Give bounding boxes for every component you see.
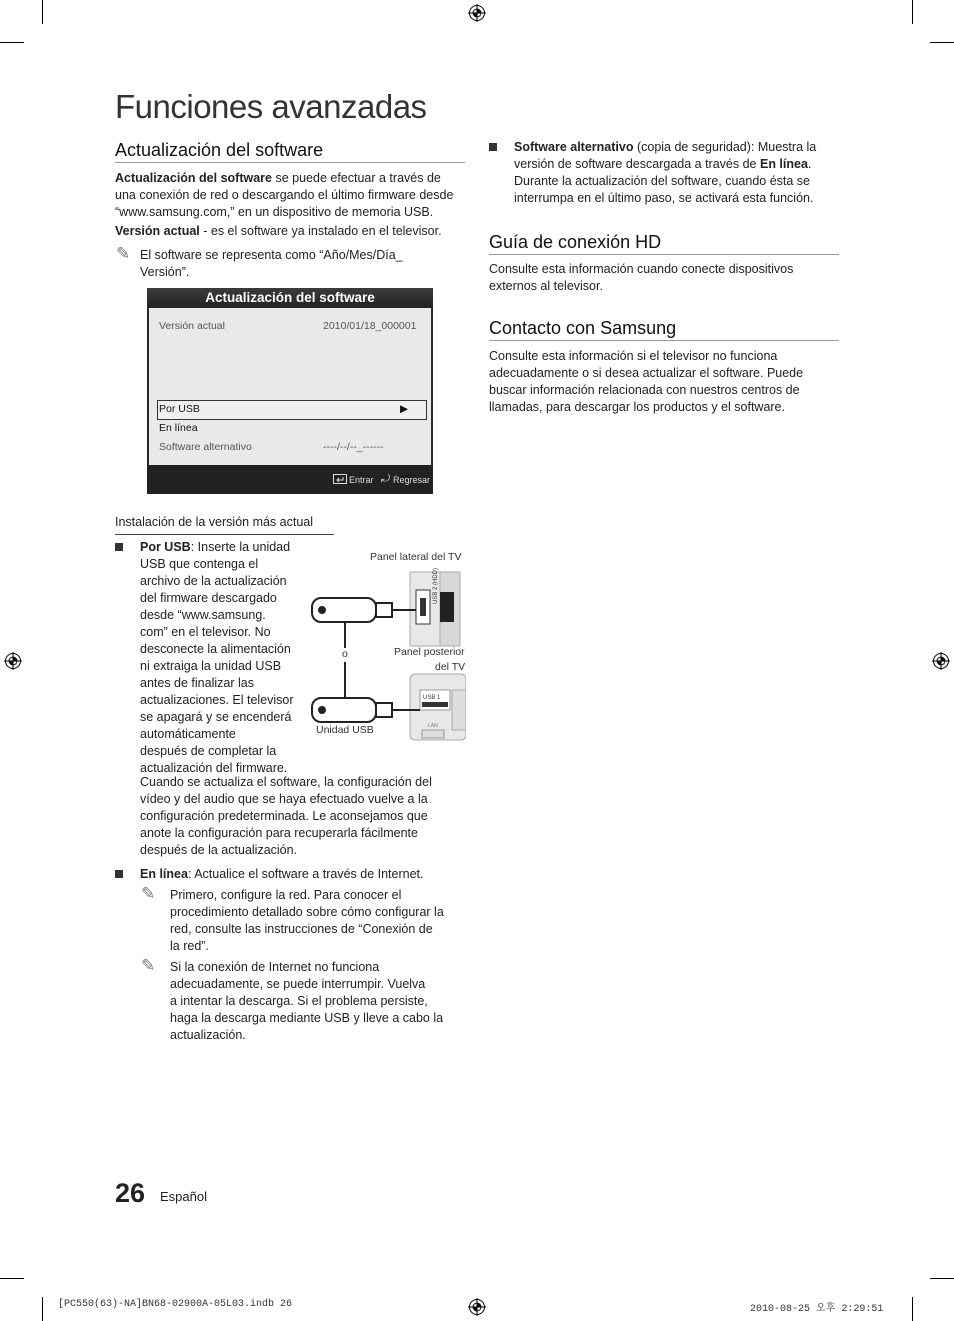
alt-line: interrumpa en el último paso, se activará esta función. [514, 191, 814, 205]
section-rule [489, 340, 839, 341]
current-version-bold: Versión actual [115, 224, 200, 238]
play-arrow-icon: ▶ [400, 403, 409, 415]
contact-line: llamadas, para descargar los productos y el software. [489, 400, 785, 414]
online-desc: : Actualice el software a través de Internet. [187, 867, 424, 881]
usb-more-line: anote la configuración para recuperarla fácilmente [140, 826, 418, 840]
note-line: El software se representa como “Año/Mes/Día_ [140, 248, 403, 262]
bullet-icon [115, 870, 123, 878]
usb-line: antes de finalizar las [140, 676, 254, 690]
crop-mark [42, 0, 43, 24]
osd-menu-item-alternative[interactable]: Software alternativo [159, 441, 252, 453]
usb-line: desconecte la alimentación [140, 642, 291, 656]
online-note-line: procedimiento detallado sobre cómo configurar la [170, 905, 444, 919]
usb-line: com” en el televisor. No [140, 625, 271, 639]
section-rule [489, 254, 839, 255]
intro-bold: Actualización del software [115, 171, 272, 185]
footer-file-info: [PC550(63)-NA]BN68-02900A-05L03.indb 26 [58, 1299, 293, 1310]
hd-guide-line: Consulte esta información cuando conecte dispositivos [489, 262, 794, 276]
bullet-icon [115, 543, 123, 551]
usb-line: del firmware descargado [140, 591, 277, 605]
usb1-port-label: USB 1 [423, 695, 441, 701]
osd-current-value: 2010/01/18_000001 [323, 320, 417, 332]
pencil-note-icon: ✎ [141, 884, 156, 903]
registration-mark-icon [932, 652, 950, 670]
usb-connection-diagram [310, 566, 466, 744]
rear-panel-label: Panel posterior [394, 646, 465, 658]
online-note-line: haga la descarga mediante USB y lleve a cabo la [170, 1011, 444, 1025]
return-label: Regresar [393, 475, 431, 485]
hd-guide-line: externos al televisor. [489, 279, 603, 293]
online-note-line: red, consulte las instrucciones de “Conexión de [170, 922, 433, 936]
alt-online-bold: En línea [759, 157, 808, 171]
alt-line: versión de software descargada a través de [514, 157, 760, 171]
section-heading-contact: Contacto con Samsung [489, 318, 677, 338]
usb-more-line: después de la actualización. [140, 843, 298, 857]
page-language: Español [160, 1189, 207, 1204]
software-update-intro [115, 170, 470, 221]
alternative-software-text [514, 139, 844, 207]
section-rule [115, 162, 465, 163]
enter-label: Entrar [349, 475, 374, 485]
usb-line: ni extraiga la unidad USB [140, 659, 282, 673]
crop-mark [930, 1278, 954, 1279]
usb-line: desde “www.samsung. [140, 608, 266, 622]
crop-mark [912, 0, 913, 24]
pencil-note-icon: ✎ [141, 956, 156, 975]
usb-line: actualización del firmware. [140, 761, 288, 775]
usb-line: se apagará y se encenderá [140, 710, 292, 724]
side-panel-label: Panel lateral del TV [370, 551, 462, 563]
intro-line: se puede efectuar a través de [271, 171, 441, 185]
alt-line: . [807, 157, 812, 171]
contact-line: buscar información relacionada con nuestros centros de [489, 383, 800, 397]
intro-line: una conexión de red o descargando el último firmware desde [115, 188, 454, 202]
contact-line: adecuadamente o si desea actualizar el software. Puede [489, 366, 804, 380]
alt-line: Durante la actualización del software, cuando ésta se [514, 174, 811, 188]
usb-more-line: Cuando se actualiza el software, la configuración del [140, 775, 432, 789]
contact-text [489, 348, 844, 416]
osd-menu-item-usb[interactable] [157, 400, 427, 420]
osd-menu-item-online[interactable]: En línea [159, 422, 198, 434]
osd-footer [147, 465, 433, 494]
usb2-port-label: USB 2 (HDD) [433, 567, 439, 604]
usb-line: : Inserte la unidad [190, 540, 291, 554]
software-update-screen [147, 288, 433, 494]
online-note-line: a intentar la descarga. Si el problema persiste, [170, 994, 428, 1008]
osd-title: Actualización del software [147, 288, 433, 308]
page-title: Funciones avanzadas [115, 88, 427, 125]
section-heading-hd-guide: Guía de conexión HD [489, 232, 662, 252]
usb-line: actualizaciones. El televisor [140, 693, 294, 707]
return-icon: ⤾ [381, 473, 391, 485]
online-note-line: Primero, configure la red. Para conocer el [170, 888, 402, 902]
online-update-text [140, 866, 470, 883]
current-version-desc: - es el software ya instalado en el televisor. [199, 224, 442, 238]
usb-drive-label: Unidad USB [316, 724, 374, 736]
usb-line: automáticamente [140, 727, 236, 741]
contact-line: Consulte esta información si el televisor no funciona [489, 349, 778, 363]
crop-mark [912, 1297, 913, 1321]
intro-line: “www.samsung.com,” en un dispositivo de memoria USB. [115, 205, 434, 219]
usb-more-line: vídeo y del audio que se haya efectuado vuelve a la [140, 792, 428, 806]
page-number: 26 [115, 1178, 146, 1208]
usb-line: archivo de la actualización [140, 574, 287, 588]
crop-mark [930, 42, 954, 43]
osd-current-label: Versión actual [159, 320, 225, 332]
usb-update-more [140, 774, 470, 859]
online-note-line: actualización. [170, 1028, 246, 1042]
bullet-icon [489, 143, 497, 151]
enter-icon [333, 474, 347, 484]
lan-port-label: LAN [428, 723, 438, 729]
footer-date: 2010-08-25 오후 2:29:51 [750, 1304, 884, 1315]
lan-port [422, 730, 444, 738]
usb-line: USB que contenga el [140, 557, 259, 571]
usb-more-line: configuración predeterminada. Le aconsejamos que [140, 809, 428, 823]
section-heading-software-update: Actualización del software [115, 140, 324, 160]
usb-line: después de completar la [140, 744, 277, 758]
registration-mark-icon [468, 4, 486, 22]
osd-body [149, 308, 431, 465]
usb-update-text [140, 539, 310, 777]
hd-guide-text [489, 261, 844, 295]
online-bold: En línea [140, 867, 188, 881]
rear-panel-label: del TV [435, 661, 466, 673]
online-note-retry [170, 959, 470, 1044]
usb-bold: Por USB [140, 540, 191, 554]
osd-alt-value: ----/--/--_------ [323, 441, 384, 453]
online-note-line: Si la conexión de Internet no funciona [170, 960, 380, 974]
version-format-note [140, 247, 470, 281]
online-note-line: la red”. [170, 939, 209, 953]
subheading-rule [115, 534, 334, 535]
crop-mark [42, 1297, 43, 1321]
or-label: o [342, 648, 348, 660]
pencil-note-icon: ✎ [116, 244, 131, 263]
crop-mark [0, 1278, 24, 1279]
registration-mark-icon [468, 1298, 486, 1316]
alt-bold: Software alternativo [514, 140, 634, 154]
online-note-network [170, 887, 470, 955]
install-subheading: Instalación de la versión más actual [115, 515, 314, 529]
current-version-text [115, 223, 470, 240]
note-line: Versión”. [140, 265, 190, 279]
alt-line: (copia de seguridad): Muestra la [633, 140, 817, 154]
osd-item-label: Por USB [159, 403, 200, 415]
online-note-line: adecuadamente, se puede interrumpir. Vuelva [170, 977, 426, 991]
crop-mark [0, 42, 24, 43]
registration-mark-icon [4, 652, 22, 670]
